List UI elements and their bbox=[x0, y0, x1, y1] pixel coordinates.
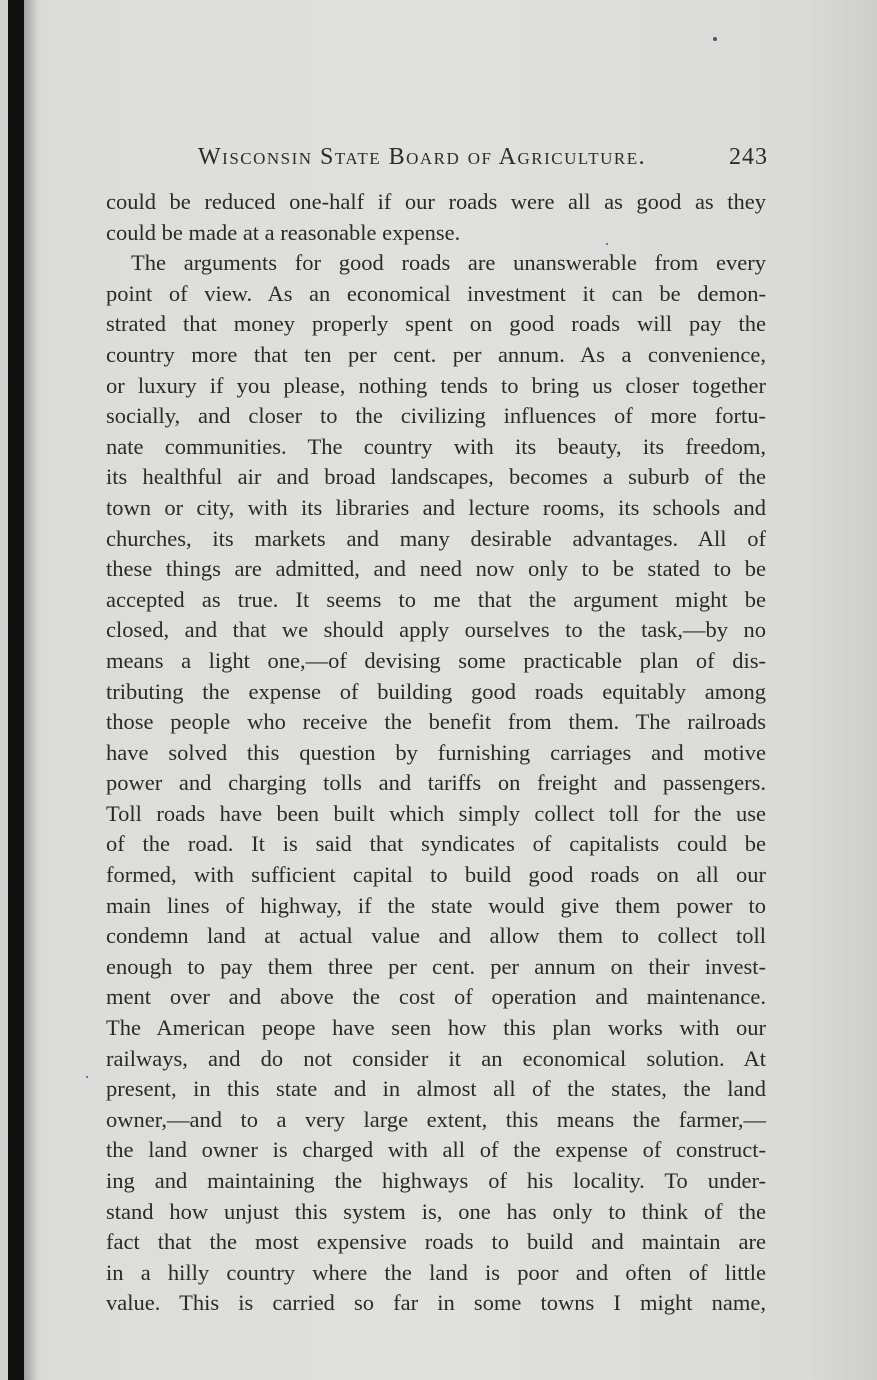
text-line: means a light one,—of devising some practicable plan of dis- bbox=[106, 647, 766, 673]
text-line: strated that money properly spent on good roads will pay the bbox=[106, 311, 766, 337]
text-line: have solved this question by furnishing carriages and motive bbox=[106, 739, 766, 765]
spine-shadow bbox=[24, 0, 38, 1380]
text-line: of the road. It is said that syndicates of capitalists could be bbox=[106, 831, 766, 857]
text-line: the land owner is charged with all of the expense of construct- bbox=[106, 1137, 766, 1163]
text-line: value. This is carried so far in some towns I might name, bbox=[106, 1290, 766, 1316]
body-text bbox=[106, 187, 766, 1319]
text-line: socially, and closer to the civilizing influences of more fortu- bbox=[106, 403, 766, 429]
text-line: its healthful air and broad landscapes, becomes a suburb of the bbox=[106, 464, 766, 490]
text-line: formed, with sufficient capital to build good roads on all our bbox=[106, 862, 766, 888]
text-line: condemn land at actual value and allow them to collect toll bbox=[106, 923, 766, 949]
text-line: Toll roads have been built which simply collect toll for the use bbox=[106, 800, 766, 826]
text-line: enough to pay them three per cent. per annum on their invest- bbox=[106, 953, 766, 979]
text-line: railways, and do not consider it an economical solution. At bbox=[106, 1045, 766, 1071]
text-line: power and charging tolls and tariffs on freight and passengers. bbox=[106, 770, 766, 796]
running-title: Wisconsin State Board of Agriculture. bbox=[198, 144, 647, 170]
running-header bbox=[198, 140, 768, 180]
text-line: could be made at a reasonable expense. bbox=[106, 219, 461, 245]
print-speck bbox=[86, 1076, 88, 1078]
text-line: main lines of highway, if the state would give them power to bbox=[106, 892, 766, 918]
text-line: could be reduced one-half if our roads were all as good as they bbox=[106, 189, 766, 214]
text-line: The American peope have seen how this plan works with our bbox=[106, 1015, 766, 1041]
text-line: churches, its markets and many desirable advantages. All of bbox=[106, 525, 766, 551]
text-line: nate communities. The country with its beauty, its freedom, bbox=[106, 433, 766, 459]
text-line: The arguments for good roads are unanswerable from every bbox=[131, 250, 766, 276]
text-line: stand how unjust this system is, one has only to think of the bbox=[106, 1198, 766, 1224]
text-line: point of view. As an economical investment it can be demon- bbox=[106, 280, 766, 306]
text-line: fact that the most expensive roads to build and maintain are bbox=[106, 1229, 766, 1255]
print-speck bbox=[713, 37, 717, 41]
page-number: 243 bbox=[729, 144, 768, 170]
text-line: country more that ten per cent. per annum. As a convenience, bbox=[106, 341, 766, 367]
text-line: those people who receive the benefit from them. The railroads bbox=[106, 709, 766, 735]
text-line: ing and maintaining the highways of his locality. To under- bbox=[106, 1168, 766, 1193]
book-spine-edge bbox=[8, 0, 24, 1380]
text-line: present, in this state and in almost all of the states, the land bbox=[106, 1076, 766, 1102]
text-line: tributing the expense of building good roads equitably among bbox=[106, 678, 766, 704]
text-line: or luxury if you please, nothing tends to bring us closer together bbox=[106, 372, 766, 398]
text-line: ment over and above the cost of operation and maintenance. bbox=[106, 984, 766, 1010]
text-line: in a hilly country where the land is poor and often of little bbox=[106, 1259, 766, 1285]
text-line: town or city, with its libraries and lecture rooms, its schools and bbox=[106, 494, 766, 520]
text-line: owner,—and to a very large extent, this means the farmer,— bbox=[106, 1106, 766, 1132]
text-line: these things are admitted, and need now only to be stated to be bbox=[106, 556, 766, 582]
text-line: closed, and that we should apply ourselves to the task,—by no bbox=[106, 617, 766, 643]
text-line: accepted as true. It seems to me that the argument might be bbox=[106, 586, 766, 612]
